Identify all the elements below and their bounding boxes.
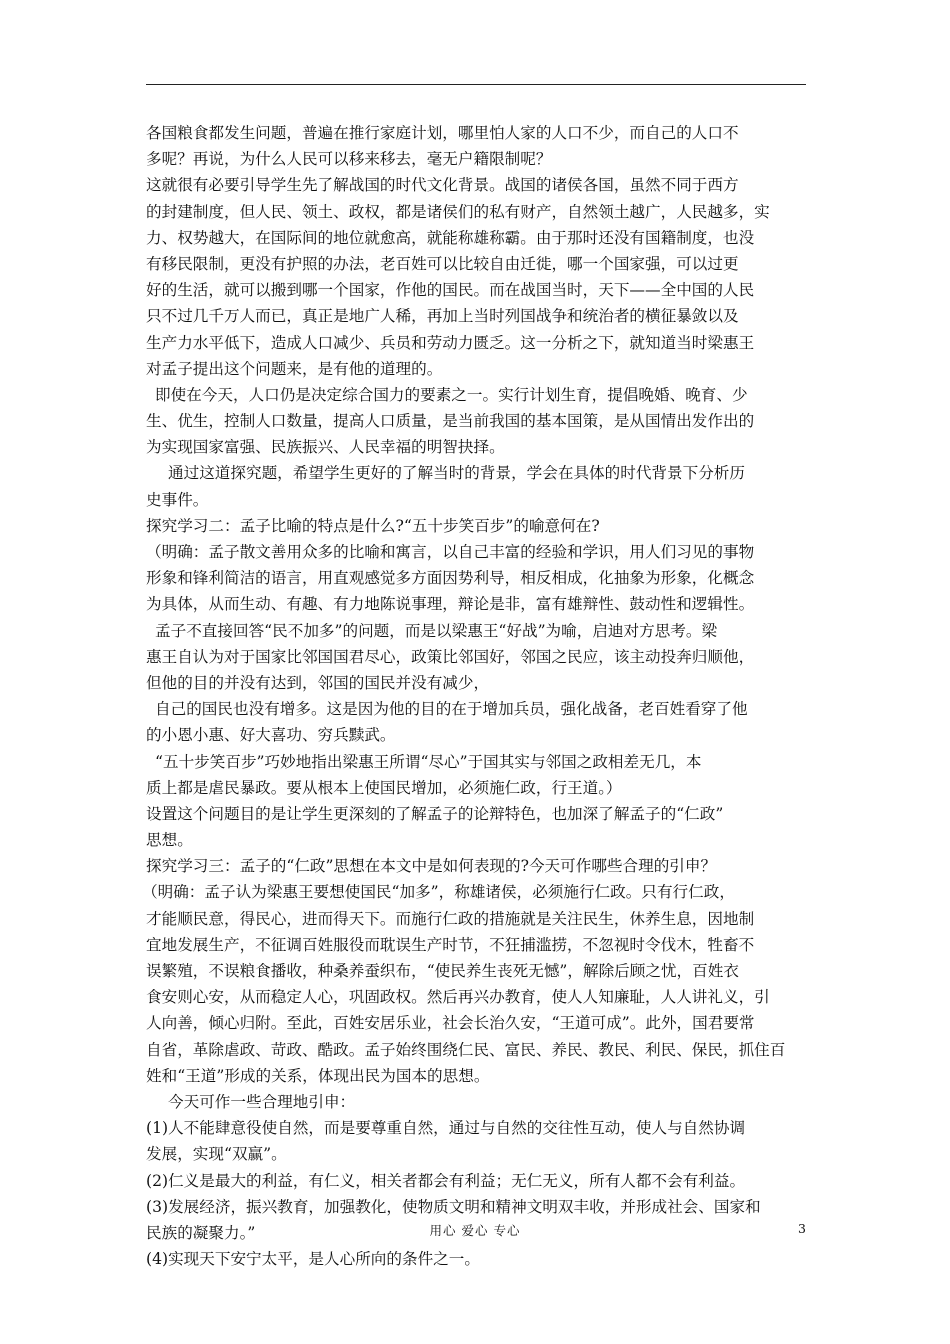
list-item: (2)仁义是最大的利益，有仁义，相关者都会有利益；无仁无义，所有人都不会有利益。 <box>146 1171 746 1190</box>
text-line: 史事件。 <box>146 490 209 509</box>
text-line: 生、优生，控制人口数量，提高人口质量，是当前我国的基本国策，是从国情出发作出的 <box>146 412 755 431</box>
list-item: (3)发展经济，振兴教育，加强教化，使物质文明和精神文明双丰收，并形成社会、国家和 <box>146 1197 761 1216</box>
page-number: 3 <box>798 1221 806 1236</box>
text-line: 惠王自认为对于国家比邻国国君尽心，政策比邻国好，邻国之民应，该主动投奔归顺他， <box>146 647 755 666</box>
text-line: 即使在今天，人口仍是决定综合国力的要素之一。实行计划生育，提倡晚婚、晚育、少 <box>155 385 748 404</box>
list-item: (1)人不能肆意役使自然，而是要尊重自然，通过与自然的交往性互动，使人与自然协调 <box>146 1119 746 1138</box>
text-line: （明确：孟子认为梁惠王要想使国民“加多”，称雄诸侯，必须施行仁政。只有行仁政， <box>142 883 735 902</box>
text-line: 通过这道探究题，希望学生更好的了解当时的背景，学会在具体的时代背景下分析历 <box>168 464 745 483</box>
text-line: 才能顺民意，得民心，进而得天下。而施行仁政的措施就是关注民生，休养生息，因地制 <box>146 909 755 928</box>
text-line: 对孟子提出这个问题来，是有他的道理的。 <box>146 359 443 378</box>
text-line: 各国粮食都发生问题，普遍在推行家庭计划，哪里怕人家的人口不少，而自己的人口不 <box>146 124 739 142</box>
text-line: 姓和“王道”形成的关系，体现出民为国本的思想。 <box>146 1066 490 1085</box>
section-heading: 探究学习二：孟子比喻的特点是什么?“五十步笑百步”的喻意何在? <box>146 516 600 535</box>
text-line: 今天可作一些合理地引申： <box>168 1092 356 1111</box>
text-line: 质上都是虐民暴政。要从根本上使国民增加，必须施仁政，行王道。） <box>146 778 622 797</box>
text-line: 生产力水平低下，造成人口减少、兵员和劳动力匮乏。这一分析之下，就知道当时梁惠王 <box>146 333 755 352</box>
text-line: 为实现国家富强、民族振兴、人民幸福的明智抉择。 <box>146 438 505 457</box>
text-line: 发展，实现“双赢”。 <box>146 1145 287 1164</box>
text-line: 自省，革除虐政、苛政、酷政。孟子始终围绕仁民、富民、养民、教民、利民、保民，抓住百 <box>146 1040 786 1059</box>
text-line: 宜地发展生产，不征调百姓服役而耽误生产时节，不狂捕滥捞，不忽视时令伐木，牲畜不 <box>146 935 755 954</box>
text-line: 人向善，倾心归附。至此，百姓安居乐业，社会长治久安，“王道可成”。此外，国君要常 <box>146 1014 755 1033</box>
text-line: 好的生活，就可以搬到哪一个国家，作他的国民。而在战国当时，天下——全中国的人民 <box>146 281 755 300</box>
text-line: 力、权势越大，在国际间的地位就愈高，就能称雄称霸。由于那时还没有国籍制度，也没 <box>146 228 755 247</box>
text-line: 设置这个问题目的是让学生更深刻的了解孟子的论辩特色，也加深了解孟子的“仁政” <box>146 804 724 823</box>
text-line: （明确：孟子散文善用众多的比喻和寓言，以自己丰富的经验和学识，用人们习见的事物 <box>146 543 755 561</box>
text-line: 食安则心安，从而稳定人心，巩固政权。然后再兴办教育，使人人知廉耻，人人讲礼义，引 <box>146 988 770 1007</box>
text-line: 但他的目的并没有达到，邻国的国民并没有减少， <box>146 673 490 692</box>
text-line: 这就很有必要引导学生先了解战国的时代文化背景。战国的诸侯各国，虽然不同于西方 <box>146 176 739 195</box>
section-heading: 探究学习三：孟子的“仁政”思想在本文中是如何表现的?今天可作哪些合理的引申？ <box>146 857 717 876</box>
text-line: 为具体，从而生动、有趣、有力地陈说事理，辩论是非，富有雄辩性、鼓动性和逻辑性。 <box>146 595 755 614</box>
text-line: 自己的国民也没有增多。这是因为他的目的在于增加兵员，强化战备，老百姓看穿了他 <box>155 700 748 719</box>
text-line: 只不过几千万人而已，真正是地广人稀，再加上当时列国战争和统治者的横征暴敛以及 <box>146 307 739 326</box>
text-line: 有移民限制，更没有护照的办法，老百姓可以比较自由迁徙，哪一个国家强，可以过更 <box>146 254 739 273</box>
footer-motto: 用心 爱心 专心 <box>429 1223 521 1238</box>
text-line: 误繁殖，不误粮食播收，种桑养蚕织布，“使民养生丧死无憾”，解除后顾之忧，百姓衣 <box>146 962 739 980</box>
text-line: 的封建制度，但人民、领土、政权，都是诸侯们的私有财产，自然领土越广，人民越多，实 <box>146 202 770 221</box>
text-line: “五十步笑百步”巧妙地指出梁惠王所谓“尽心”于国其实与邻国之政相差无几，本 <box>155 752 702 771</box>
text-line: 的小恩小惠、好大喜功、穷兵黩武。 <box>146 726 396 745</box>
text-line: 多呢？再说，为什么人民可以移来移去，毫无户籍限制呢？ <box>146 150 552 169</box>
text-line: 形象和锋利简洁的语言，用直观感觉多方面因势利导，相反相成，化抽象为形象，化概念 <box>146 569 755 588</box>
header-rule <box>146 84 806 85</box>
text-line: 思想。 <box>146 831 193 850</box>
text-line: 孟子不直接回答“民不加多”的问题，而是以梁惠王“好战”为喻，启迪对方思考。梁 <box>155 621 718 640</box>
document-body <box>142 120 810 1272</box>
list-item: (4)实现天下安宁太平，是人心所向的条件之一。 <box>146 1250 480 1269</box>
text-line: 民族的凝聚力。” <box>146 1223 256 1242</box>
